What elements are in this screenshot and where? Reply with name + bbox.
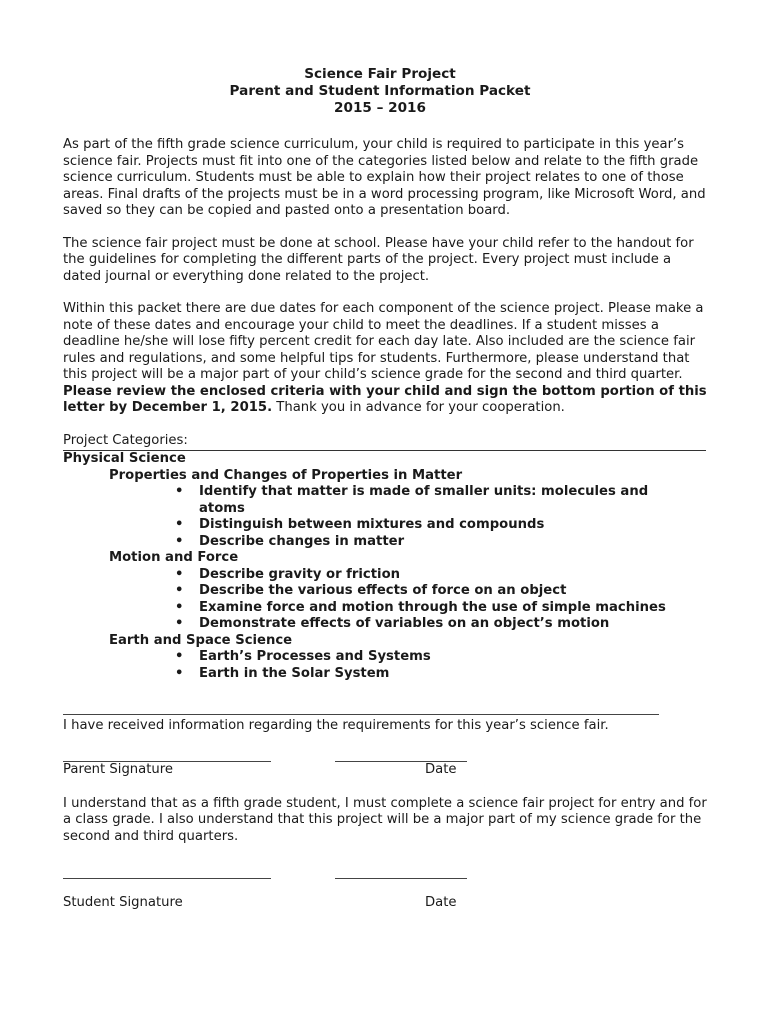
parent-signature-label: Parent Signature bbox=[63, 761, 174, 777]
document-title bbox=[63, 66, 697, 117]
list-item: • Distinguish between mixtures and compounds bbox=[175, 517, 545, 532]
title-line-1: Science Fair Project bbox=[304, 66, 456, 82]
list-item: • Identify that matter is made of smaller units: molecules and bbox=[175, 484, 649, 499]
bullet-icon: • bbox=[175, 566, 184, 582]
paragraph-3-closing: Thank you in advance for your cooperation. bbox=[272, 400, 565, 415]
list-item: • Describe changes in matter bbox=[175, 533, 405, 549]
intro-paragraph-1: As part of the fifth grade science curriculum, your child is required to participate in this year’s science fair. Projects must fit into one of the categories listed below and relate to the fifth grade science curriculum. Students must be able to explain how their project relates to one of those areas. Final drafts of the projects must be in a word processing program, like Microsoft Word, and saved so they can be copied and pasted onto a presentation board. bbox=[63, 137, 706, 218]
student-statement: I understand that as a fifth grade student, I must complete a science fair project for entry and for a class grade. I also understand that this project will be a major part of my science grade for the second and third quarters. bbox=[63, 795, 707, 844]
received-statement: I have received information regarding the requirements for this year’s science fair. bbox=[63, 718, 609, 733]
acknowledgement-signature-line[interactable] bbox=[63, 714, 659, 715]
title-line-3: 2015 – 2016 bbox=[334, 100, 426, 116]
bullet-icon: • bbox=[175, 533, 184, 549]
list-item: • Earth’s Processes and Systems bbox=[175, 649, 431, 664]
bullet-icon: • bbox=[175, 616, 184, 631]
parent-signature-labels bbox=[63, 762, 711, 779]
list-item: • Describe gravity or friction bbox=[175, 566, 401, 582]
subcategory-earth-space: Earth and Space Science bbox=[109, 632, 293, 648]
subcategory-motion-force: Motion and Force bbox=[109, 550, 239, 565]
student-signature-labels bbox=[63, 895, 711, 912]
list-item: • Describe the various effects of force on an object bbox=[175, 583, 567, 598]
subcategory-properties-matter: Properties and Changes of Properties in Matter bbox=[109, 467, 463, 483]
parent-date-label: Date bbox=[425, 761, 457, 777]
intro-paragraph-2: The science fair project must be done at school. Please have your child refer to the handout for the guidelines for completing the different parts of the project. Every project must include a dated journal or everything done related to the project. bbox=[63, 235, 694, 284]
student-date-line[interactable] bbox=[335, 878, 467, 879]
bullet-icon: • bbox=[175, 649, 184, 664]
bullet-icon: • bbox=[175, 599, 184, 615]
student-signature-lines bbox=[63, 878, 711, 879]
student-signature-label: Student Signature bbox=[63, 895, 183, 910]
project-categories-heading: Project Categories: bbox=[63, 433, 706, 452]
list-item: • Demonstrate effects of variables on an object’s motion bbox=[175, 616, 610, 631]
student-signature-line[interactable] bbox=[63, 878, 271, 879]
bullet-icon: • bbox=[175, 484, 184, 499]
title-line-2: Parent and Student Information Packet bbox=[229, 83, 531, 99]
paragraph-3-bold-request: Please review the enclosed criteria with your child and sign the bottom portion of this letter by December 1, 2015. bbox=[63, 383, 707, 415]
bullet-icon: • bbox=[175, 665, 184, 681]
document-page bbox=[63, 66, 711, 912]
intro-paragraph-3 bbox=[63, 301, 711, 417]
paragraph-3-text: Within this packet there are due dates for each component of the science project. Please make a note of these dates and encourage your child to meet the deadlines. If a student misses a deadline he/she will lose fifty percent credit for each day late. Also included are the science fair rules and regulations, and some helpful tips for students. Furthermore, please understand that this project will be a major part of your child’s science grade for the second and third quarter. bbox=[63, 301, 704, 382]
bullet-icon: • bbox=[175, 583, 184, 598]
student-date-label: Date bbox=[425, 895, 457, 910]
list-item: • Examine force and motion through the use of simple machines bbox=[175, 599, 666, 615]
category-physical-science: Physical Science bbox=[63, 451, 186, 466]
bullet-icon: • bbox=[175, 517, 184, 532]
list-item-continuation: atoms bbox=[199, 500, 245, 516]
list-item: • Earth in the Solar System bbox=[175, 665, 390, 681]
